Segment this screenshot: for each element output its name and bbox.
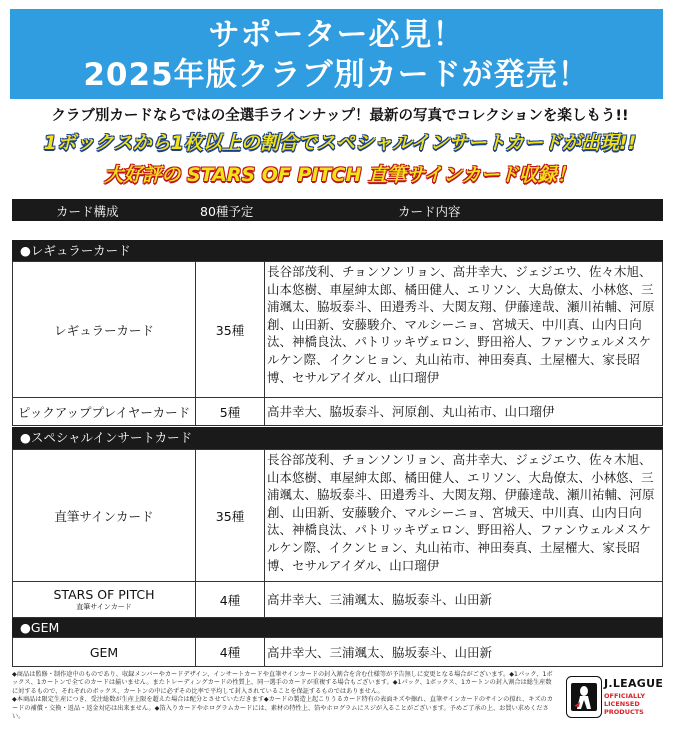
card-player-list: 長谷部茂利、チョンソンリョン、高井幸大、ジェジエウ、佐々木旭、山本悠樹、車屋紳太郎、橘田健人、エリソン、大島僚太、小林悠、三浦颯太、脇坂泰斗、田邉秀斗、大関友翔、伊藤達哉、瀬川祐輔、河原創、山田新、安藤駿介、マルシーニョ、宮城天、中川真、山内日向汰、神橋良汰、パトリッキヴェロン、野田裕人、ファンウェルメスケルケン際、イクンヒョン、丸山祐市、神田奏真、土屋櫂大、家長昭博、セサルアイダル、山口瑠伊: [267, 452, 655, 573]
card-player-list: 高井幸大、脇坂泰斗、河原創、丸山祐市、山口瑠伊: [267, 404, 555, 420]
header-composition: カード構成: [56, 204, 119, 219]
table-row-gem: [12, 637, 663, 667]
card-player-list: 高井幸大、三浦颯太、脇坂泰斗、山田新: [267, 592, 493, 608]
promo-line-insert: 1ボックスから1枚以上の割合でスペシャルインサートカードが出現!!: [43, 132, 637, 154]
section-gem: ●GEM: [12, 618, 663, 637]
card-player-list: 高井幸大、三浦颯太、脇坂泰斗、山田新: [267, 644, 493, 660]
jleague-licensed-logo: [566, 676, 666, 718]
card-type-count: 4種: [219, 592, 241, 608]
table-header: [12, 199, 663, 221]
logo-line2: OFFICIALLY: [604, 692, 646, 700]
card-player-list: 長谷部茂利、チョンソンリョン、高井幸大、ジェジエウ、佐々木旭、山本悠樹、車屋紳太郎、橘田健人、エリソン、大島僚太、小林悠、三浦颯太、脇坂泰斗、田邉秀斗、大関友翔、伊藤達哉、瀬川祐輔、河原創、山田新、安藤駿介、マルシーニョ、宮城天、中川真、山内日向汰、神橋良汰、パトリッキヴェロン、野田裕人、ファンウェルメスケルケン際、イクンヒョン、丸山祐市、神田奏真、土屋櫂大、家長昭博、セサルアイダル、山口瑠伊: [267, 264, 655, 385]
card-type-name: レギュラーカード: [54, 322, 154, 338]
jleague-emblem-icon: [566, 676, 602, 718]
logo-line1: J.LEAGUE: [604, 677, 664, 690]
logo-line4: PRODUCTS: [604, 708, 644, 716]
header-contents: カード内容: [398, 204, 461, 219]
card-type-name: 直筆サインカード: [54, 508, 154, 524]
banner-title-line1: サポーター必見！: [208, 17, 465, 53]
card-type-name: GEM: [89, 644, 119, 660]
card-type-count: 5種: [219, 404, 241, 420]
table-row-pickup: [12, 397, 663, 426]
disclaimer-note: ◆商品は監修・制作途中のものであり、収録メンバーやカードデザイン、インサートカードや直筆サインカードの封入割合を含む仕様等が予告無しに変更となる場合がございます。◆1パック、1ボックス、1カートンで全てのカードは揃いません。またトレーディングカードの性質上、同一選手のカードが重複する場合もございます。◆1パック、1ボックス、1カートンの封入割合は総生産数に対するもので、それぞれのボックス、カートンの中に必ずその比率で平均して封入されていることを保証するものではありません。: [12, 671, 553, 695]
logo-line3: LICENSED: [604, 700, 640, 708]
card-type-name: ピックアッププレイヤーカード: [17, 404, 191, 420]
disclaimer-note: ◆本商品は限定生産につき、受注総数が生産上限を超えた場合は配分とさせていただきます◆カードの製造上起こりうるカード特有の表面キズや擦れ、直筆サインカードのサインの掠れ、キズのカードの補償・交換・返品・返金対応は出来ません。◆箔入りカードやホログラムカードには、素材の特性上、箔やホログラムにスジが入ることがございます。予めご了承の上、お買い求めください。: [12, 696, 553, 721]
promo-line-autograph: 大好評の STARS OF PITCH 直筆サインカード収録！: [104, 164, 576, 186]
section-special: ●スペシャルインサートカード: [12, 427, 663, 449]
disclaimer-notes: [12, 671, 557, 721]
header-total: 80種予定: [200, 204, 254, 219]
card-type-subtitle: 直筆サインカード: [76, 603, 132, 611]
card-type-count: 35種: [215, 322, 245, 338]
card-type-count: 4種: [219, 645, 241, 660]
table-row-autograph: [12, 449, 663, 582]
card-type-count: 35種: [215, 508, 245, 524]
table-row-stars-of-pitch: [12, 581, 663, 618]
title-banner: [10, 9, 663, 99]
card-type-name: STARS OF PITCH: [53, 587, 155, 602]
table-row-regular: [12, 261, 663, 398]
promo-line-collection: クラブ別カードならではの全選手ラインナップ！最新の写真でコレクションを楽しもう!!: [51, 108, 629, 124]
banner-title-line2: 2025年版クラブ別カードが発売！: [83, 57, 590, 93]
section-regular: ●レギュラーカード: [12, 240, 663, 261]
